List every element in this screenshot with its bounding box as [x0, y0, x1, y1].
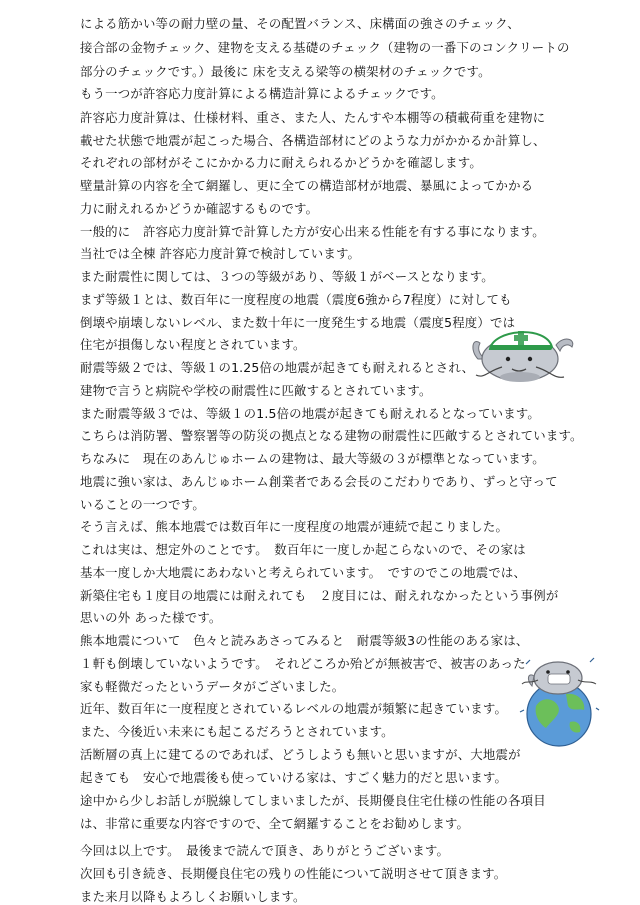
text-line: 建物で言うと病院や学校の耐震性に匹敵するとされています。 — [80, 383, 432, 398]
text-line: 家も軽微だったというデータがございました。 — [80, 679, 345, 694]
text-line: 当社では全棟 許容応力度計算で検討しています。 — [80, 246, 361, 261]
text-line: まず等級１とは、数百年に一度程度の地震（震度6強から7程度）に対しても — [80, 292, 512, 307]
text-line: また来月以降もよろしくお願いします。 — [80, 889, 306, 904]
text-line: また耐震等級３では、等級１の1.5倍の地震が起きても耐えれるとなっています。 — [80, 406, 540, 421]
catfish-on-globe-illustration — [518, 650, 600, 748]
text-line: 住宅が損傷しない程度とされています。 — [80, 337, 306, 352]
text-line: 基本一度しか大地震にあわないと考えられています。 ですのでこの地震では、 — [80, 565, 527, 580]
text-line: １軒も倒壊していないようです。 それどころか殆どが無被害で、被害のあった — [80, 656, 526, 671]
text-line: また耐震性に関しては、３つの等級があり、等級１がベースとなります。 — [80, 269, 494, 284]
text-line: 起きても 安心で地震後も使っていける家は、すごく魅力的だと思います。 — [80, 770, 508, 785]
text-line: は、非常に重要な内容ですので、全て網羅することをお勧めします。 — [80, 816, 470, 831]
text-line: もう一つが許容応力度計算による構造計算によるチェックです。 — [80, 86, 444, 101]
text-line: そう言えば、熊本地震では数百年に一度程度の地震が連続で起こりました。 — [80, 519, 509, 534]
text-line: 接合部の金物チェック、建物を支える基礎のチェック（建物の一番下のコンクリートの — [80, 40, 570, 55]
text-line: 載せた状態で地震が起こった場合、各構造部材にどのような力がかかるか計算し、 — [80, 133, 546, 148]
text-line: ちなみに 現在のあんじゅホームの建物は、最大等級の３が標準となっています。 — [80, 451, 545, 466]
text-line: 思いの外 あった様です。 — [80, 610, 222, 625]
catfish-mascot-illustration — [468, 315, 578, 387]
text-line: 耐震等級２では、等級１の1.25倍の地震が起きても耐えれるとされ、 — [80, 360, 475, 375]
text-line: また、今後近い未来にも起こるだろうとされています。 — [80, 724, 394, 739]
text-line: による筋かい等の耐力壁の量、その配置バランス、床構面の強さのチェック、 — [80, 16, 520, 31]
text-line: 今回は以上です。 最後まで読んで頂き、ありがとうございます。 — [80, 843, 450, 858]
text-line: 熊本地震について 色々と読みあさってみると 耐震等級3の性能のある家は、 — [80, 633, 529, 648]
text-line: 活断層の真上に建てるのであれば、どうしようも無いと思いますが、大地震が — [80, 747, 521, 762]
text-line: いることの一つです。 — [80, 497, 205, 512]
text-line: 新築住宅も１度目の地震には耐えれても ２度目には、耐えれなかったという事例が — [80, 588, 559, 603]
text-line: 部分のチェックです。）最後に 床を支える梁等の横架材のチェックです。 — [80, 64, 491, 79]
text-line: 次回も引き続き、長期優良住宅の残りの性能について説明させて頂きます。 — [80, 866, 507, 881]
text-line: 途中から少しお話しが脱線してしまいましたが、長期優良住宅仕様の性能の各項目 — [80, 793, 546, 808]
text-line: 倒壊や崩壊しないレベル、また数十年に一度発生する地震（震度5程度）では — [80, 315, 516, 330]
text-line: 力に耐えれるかどうか確認するものです。 — [80, 201, 319, 216]
text-line: 一般的に 許容応力度計算で計算した方が安心出来る性能を有する事になります。 — [80, 224, 545, 239]
text-line: 許容応力度計算は、仕様材料、重さ、また人、たんすや本棚等の積載荷重を建物に — [80, 110, 546, 125]
text-line: 近年、数百年に一度程度とされているレベルの地震が頻繁に起きています。 — [80, 701, 508, 716]
text-line: こちらは消防署、警察署等の防災の拠点となる建物の耐震性に匹敵するとされています。 — [80, 428, 583, 443]
text-line: 地震に強い家は、あんじゅホーム創業者である会長のこだわりであり、ずっと守って — [80, 474, 558, 489]
text-line: これは実は、想定外のことです。 数百年に一度しか起こらないので、その家は — [80, 542, 526, 557]
text-line: 壁量計算の内容を全て網羅し、更に全ての構造部材が地震、暴風によってかかる — [80, 178, 534, 193]
text-line: それぞれの部材がそこにかかる力に耐えられるかどうかを確認します。 — [80, 155, 482, 170]
